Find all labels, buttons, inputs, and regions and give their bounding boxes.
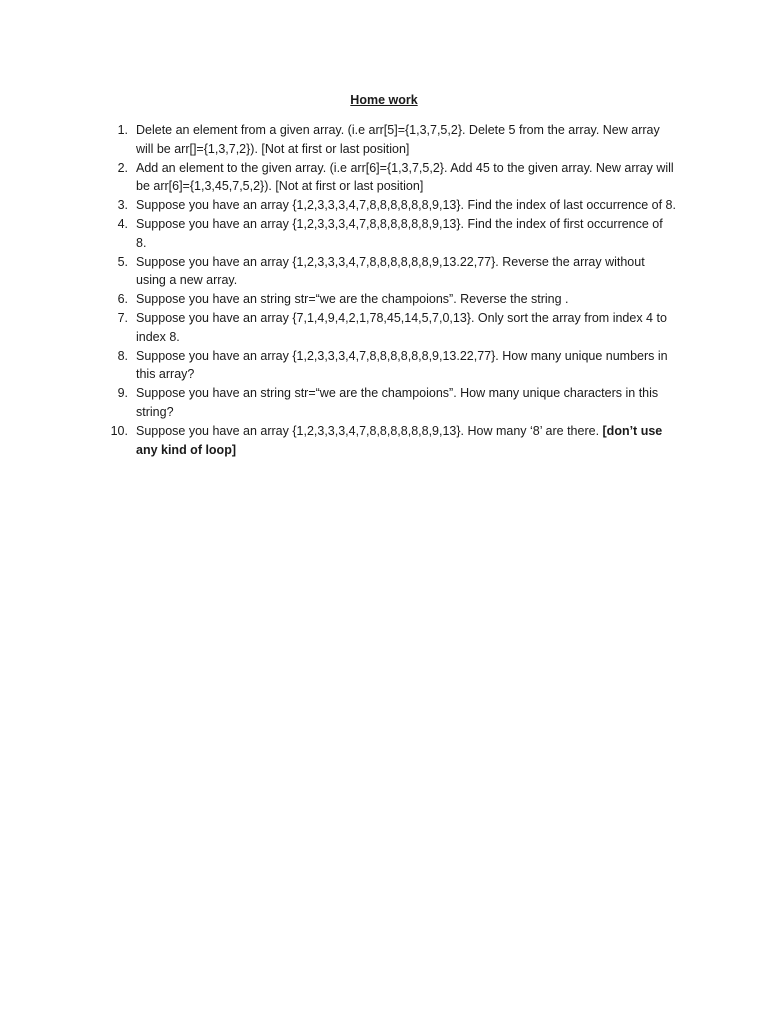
item-text: Suppose you have an array {1,2,3,3,3,4,7,8,8,8,8,8,8,9,13}. Find the index of first occurrence of 8. — [136, 216, 663, 250]
item-number: 3. — [117, 198, 128, 213]
item-text: Suppose you have an array {7,1,4,9,4,2,1,78,45,14,5,7,0,13}. Only sort the array from index 4 to index 8. — [136, 310, 667, 344]
item-number: 10. — [110, 423, 128, 438]
item-text: Suppose you have an array {1,2,3,3,3,4,7,8,8,8,8,8,8,9,13}. Find the index of last occurrence of 8. — [136, 198, 676, 213]
page-title: Home work — [350, 93, 418, 107]
item-number: 7. — [117, 310, 128, 325]
item-number: 8. — [117, 348, 128, 363]
item-number: 4. — [117, 216, 128, 231]
list-item — [104, 159, 676, 197]
list-item — [104, 290, 676, 309]
item-text: Add an element to the given array. (i.e arr[6]={1,3,7,5,2}. Add 45 to the given array. New array will be arr[6]={1,3,45,7,5,2}). [Not at first or last position] — [136, 160, 674, 194]
item-text: Suppose you have an array {1,2,3,3,3,4,7,8,8,8,8,8,8,9,13}. How many ‘8’ are there. — [136, 423, 603, 438]
list-item — [104, 422, 676, 460]
item-text: Suppose you have an array {1,2,3,3,3,4,7,8,8,8,8,8,8,9,13.22,77}. Reverse the array without using a new array. — [136, 254, 645, 288]
task-list — [104, 121, 676, 459]
item-text: Suppose you have an string str=“we are the champoions”. Reverse the string . — [136, 292, 569, 307]
list-item — [104, 384, 676, 422]
item-text: Delete an element from a given array. (i.e arr[5]={1,3,7,5,2}. Delete 5 from the array. New array will be arr[]={1,3,7,2}). [Not at first or last position] — [136, 123, 660, 156]
item-text: Suppose you have an string str=“we are the champoions”. How many unique characters in this string? — [136, 386, 659, 419]
list-item — [104, 196, 676, 215]
item-number: 1. — [117, 123, 128, 137]
item-number: 6. — [117, 292, 128, 307]
list-item — [104, 347, 676, 385]
item-number: 5. — [117, 254, 128, 269]
list-item — [104, 121, 676, 159]
list-item — [104, 215, 676, 253]
list-item — [104, 309, 676, 347]
list-item — [104, 253, 676, 291]
item-number: 9. — [117, 386, 128, 401]
item-text: Suppose you have an array {1,2,3,3,3,4,7,8,8,8,8,8,8,9,13.22,77}. How many unique numbers in this array? — [136, 348, 668, 382]
item-bold-note: [don’t use any kind of loop] — [136, 423, 663, 457]
item-number: 2. — [117, 160, 128, 175]
